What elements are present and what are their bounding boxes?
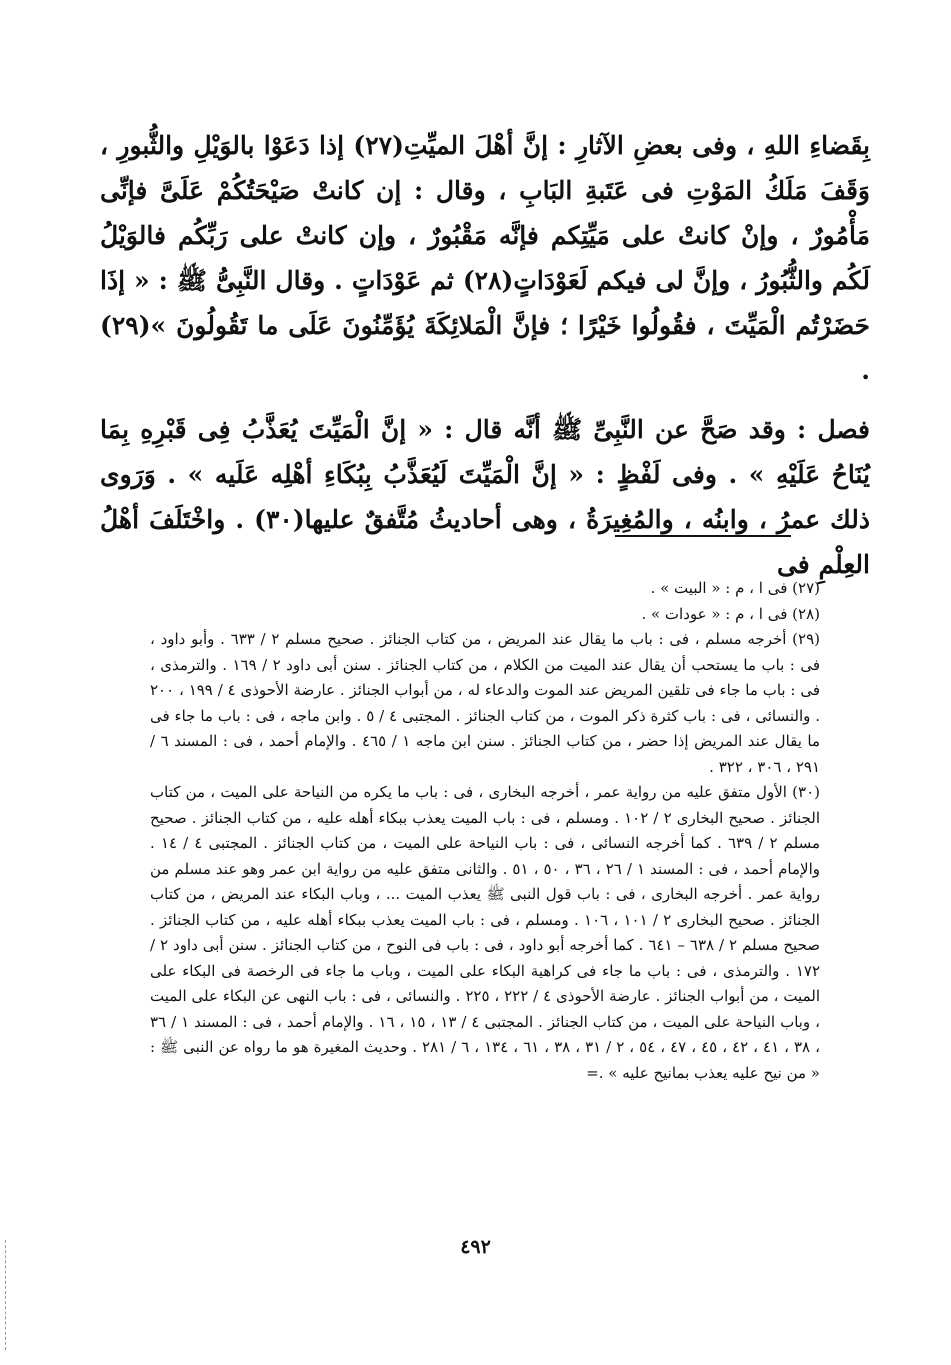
footnote-separator-rule <box>615 535 791 537</box>
footnotes <box>150 576 820 1086</box>
main-paragraph-2-text: وقد صَحَّ عن النَّبِىِّ ﷺ أنَّه قال : « إنَّ الْمَيِّتَ يُعَذَّبُ فِى قَبْرِهِ بِمَا يُنَاحُ عَلَيْهِ » . وفى لَفْظٍ : « إنَّ الْمَيِّتَ لَيُعَذَّبُ بِبُكَاءِ أهْلِه عَلَيه » . وَرَوى ذلك عمرُ ، وابنُه ، والمُغِيرَةُ ، وهى أحاديثُ مُتَّفقٌ عليها(٣٠) . واخْتَلَفَ أهْلُ العِلْمِ فى <box>100 415 870 579</box>
footnote-28: (٢٨) فى ا ، م : « عودات » . <box>641 604 820 623</box>
main-paragraph-2 <box>100 407 870 587</box>
main-text <box>100 123 870 587</box>
section-label-fasl: فصل : <box>797 415 871 444</box>
footnote-29: (٢٩) أخرجه مسلم ، فى : باب ما يقال عند المريض ، من كتاب الجنائز . صحيح مسلم ٢ / ٦٣٣ . وأبو داود ، فى : باب ما يستحب أن يقال عند الميت من الكلام ، من كتاب الجنائز . سنن أبى داود ٢ / ١٦٩ . والترمذى ، فى : باب ما جاء فى تلقين المريض عند الموت والدعاء له ، من أبواب الجنائز . عارضة الأحوذى ٤ / ١٩٩ ، ٢٠٠ . والنسائى ، فى : باب كثرة ذكر الموت ، من كتاب الجنائز . المجتبى ٤ / ٥ . وابن ماجه ، فى : باب ما جاء فى ما يقال عند المريض إذا حضر ، من كتاب الجنائز . سنن ابن ماجه ١ / ٤٦٥ . والإمام أحمد ، فى : المسند ٦ / ٢٩١ ، ٣٠٦ ، ٣٢٢ . <box>150 630 821 776</box>
scan-margin-marks <box>5 1240 8 1350</box>
footnote-30: (٣٠) الأول متفق عليه من رواية عمر ، أخرجه البخارى ، فى : باب ما يكره من النياحة على الميت ، من كتاب الجنائز . صحيح البخارى ٢ / ١٠٢ . ومسلم ، فى : باب الميت يعذب ببكاء أهله عليه ، من كتاب الجنائز . صحيح مسلم ٢ / ٦٣٩ . كما أخرجه النسائى ، فى : باب النياحة على الميت ، من كتاب الجنائز . المجتبى ٤ / ١٤ . والإمام أحمد ، فى : المسند ١ / ٢٦ ، ٣٦ ، ٥٠ ، ٥١ . والثانى متفق عليه من رواية ابن عمر وهو عند مسلم من رواية عمر . أخرجه البخارى ، فى : باب قول النبى ﷺ يعذب الميت ... ، وباب البكاء عند المريض ، من كتاب الجنائز . صحيح البخارى ٢ / ١٠١ ، ١٠٦ . ومسلم ، فى : باب الميت يعذب ببكاء أهله عليه ، من كتاب الجنائز . صحيح مسلم ٢ / ٦٣٨ – ٦٤١ . كما أخرجه أبو داود ، فى : باب فى النوح ، من كتاب الجنائز . سنن أبى داود ٢ / ١٧٢ . والترمذى ، فى : باب ما جاء فى كراهية البكاء على الميت ، وباب ما جاء فى الرخصة فى البكاء على الميت ، من أبواب الجنائز . عارضة الأحوذى ٤ / ٢٢٢ ، ٢٢٥ . والنسائى ، فى : باب النهى عن البكاء على الميت ، وباب النياحة على الميت ، من كتاب الجنائز . المجتبى ٤ / ١٣ ، ١٥ ، ١٦ . والإمام أحمد ، فى : المسند ١ / ٣٦ ، ٣٨ ، ٤١ ، ٤٢ ، ٤٥ ، ٤٧ ، ٥٤ ، ٢ / ٣١ ، ٣٨ ، ٦١ ، ١٣٤ ، ٦ / ٢٨١ . وحديث المغيرة هو ما رواه عن النبى ﷺ : « من نيح عليه يعذب بمانيح عليه » .= <box>150 783 821 1082</box>
footnote-27: (٢٧) فى ا ، م : « البيت » . <box>650 579 820 597</box>
page-number: ٤٩٢ <box>460 1236 491 1258</box>
main-paragraph-1: بِقَضاءِ اللهِ ، وفى بعضِ الآثارِ : إنَّ أهْلَ الميِّتِ(٢٧) إذا دَعَوْا بالوَيْلِ والثُّبورِ ، وَقَفَ مَلَكُ المَوْتِ فى عَتَبةِ البَابِ ، وقال : إن كانتْ صَيْحَتُكُمْ عَلَىَّ فإنِّى مَأْمُورٌ ، وإنْ كانتْ على مَيِّتِكم فإنَّه مَقْبُورٌ ، وإن كانتْ على رَبِّكُم فالوَيْلُ لَكُم والثُّبُورُ ، وإنَّ لى فيكم لَعَوْدَاتٍ(٢٨) ثم عَوْدَاتٍ . وقال النَّبِىُّ ﷺ : « إذَا حَضَرْتُم الْمَيِّتَ ، فقُولُوا خَيْرًا ؛ فإنَّ الْمَلائِكَةَ يُؤَمِّنُونَ عَلَى ما تَقُولُونَ »(٢٩) . <box>100 131 870 385</box>
